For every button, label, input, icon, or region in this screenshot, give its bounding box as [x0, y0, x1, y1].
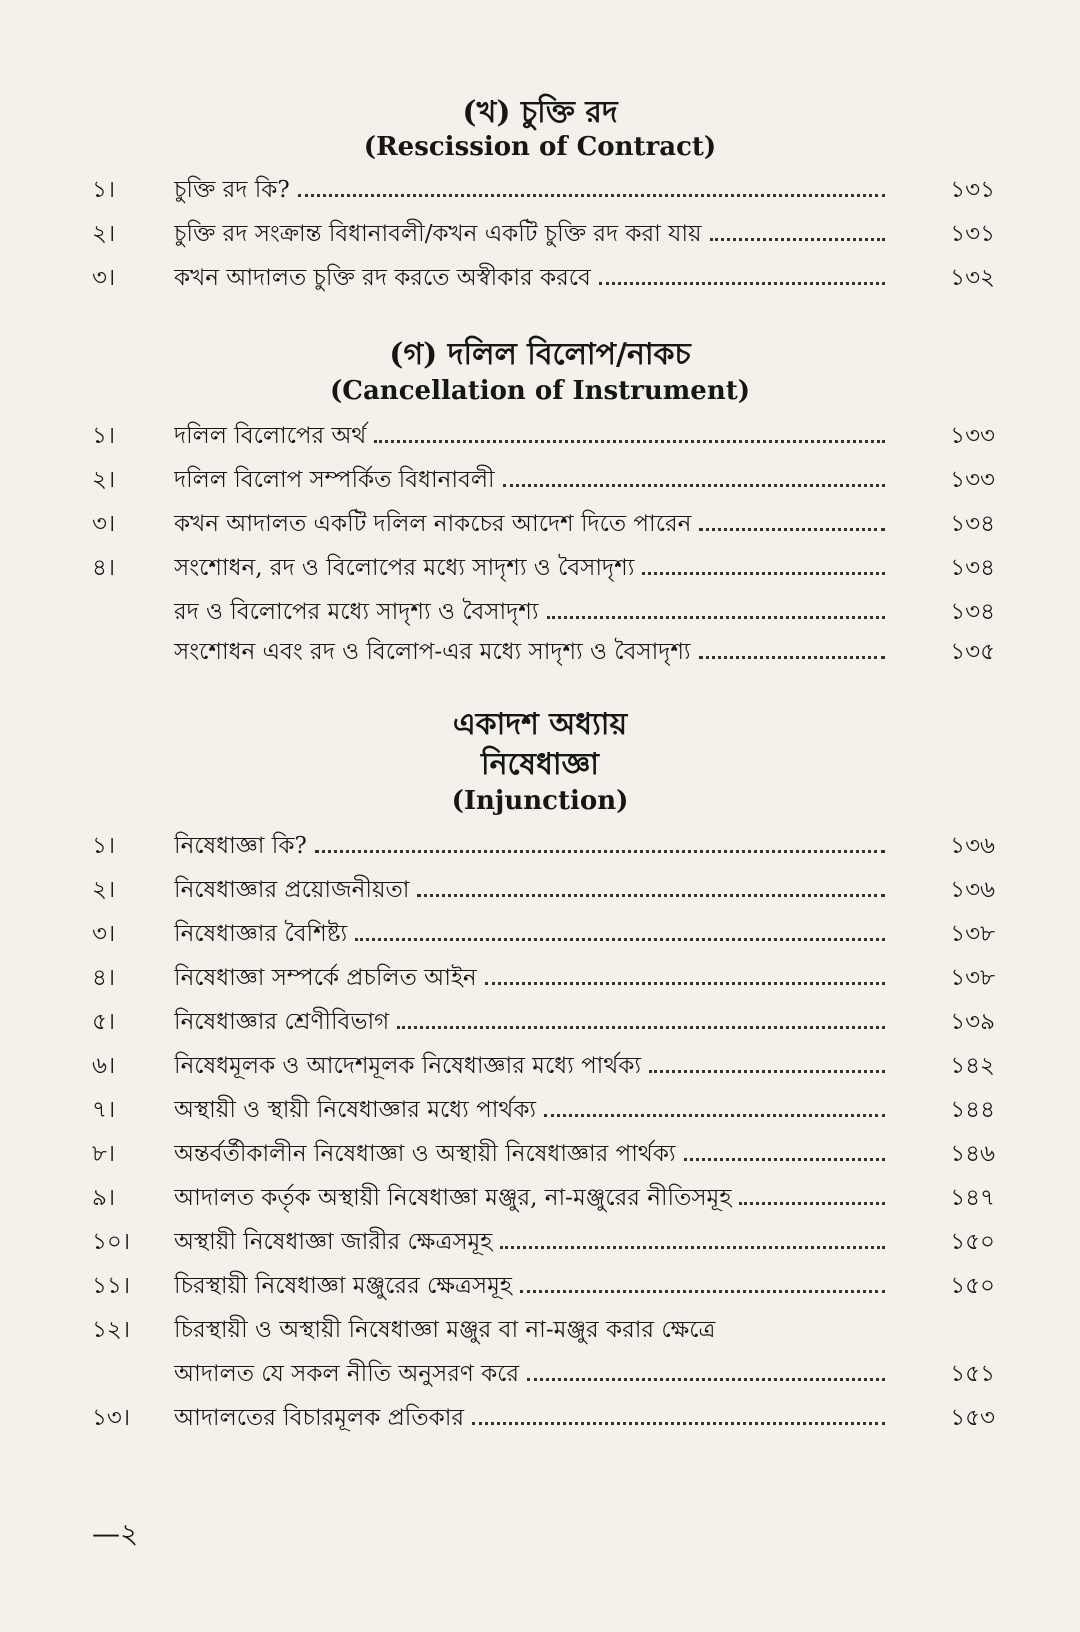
toc-entry — [0, 958, 1080, 998]
entry-page: ১৩৩ — [950, 467, 995, 493]
entry-title: দলিল বিলোপের অর্থ — [174, 423, 367, 449]
entry-title: অস্থায়ী নিষেধাজ্ঞা জারীর ক্ষেত্রসমূহ — [174, 1229, 493, 1255]
entry-number: ৬। — [92, 1053, 116, 1079]
entry-number: ৯। — [92, 1185, 116, 1211]
entry-number: ১১। — [92, 1273, 131, 1299]
entry-page: ১৩১ — [950, 221, 995, 247]
toc-entry — [0, 632, 1080, 672]
toc-entry — [0, 1046, 1080, 1086]
entry-page: ১৩৪ — [950, 599, 995, 625]
entry-page: ১৩৮ — [950, 965, 995, 991]
entry-number: ৪। — [92, 965, 116, 991]
toc-entry — [0, 1222, 1080, 1262]
entry-number: ৩। — [92, 921, 116, 947]
entry-page: ১৫০ — [950, 1229, 995, 1255]
entry-number: ৫। — [92, 1009, 116, 1035]
section-subtitle-cancellation: (Cancellation of Instrument) — [329, 376, 751, 406]
entry-title: সংশোধন এবং রদ ও বিলোপ-এর মধ্যে সাদৃশ্য ও বৈসাদৃশ্য — [174, 639, 691, 665]
entry-page: ১৪৭ — [950, 1185, 995, 1211]
entry-number: ১০। — [92, 1229, 131, 1255]
entry-number: ৪। — [92, 555, 116, 581]
entry-page: ১৩২ — [950, 265, 995, 291]
entry-number: ২। — [92, 877, 116, 903]
toc-entry — [0, 870, 1080, 910]
entry-page: ১৫০ — [950, 1273, 995, 1299]
entry-title-continuation: আদালত যে সকল নীতি অনুসরণ করে — [174, 1361, 520, 1387]
toc-entry — [0, 170, 1080, 210]
entry-page: ১৩১ — [950, 177, 995, 203]
entry-title: আদালত কর্তৃক অস্থায়ী নিষেধাজ্ঞা মঞ্জুর, না-মঞ্জুরের নীতিসমূহ — [174, 1185, 732, 1211]
entry-number: ৮। — [92, 1141, 116, 1167]
entry-title: নিষেধাজ্ঞা সম্পর্কে প্রচলিত আইন — [174, 965, 477, 991]
entry-title: কখন আদালত একটি দলিল নাকচের আদেশ দিতে পারেন — [174, 511, 692, 537]
entry-title: চিরস্থায়ী ও অস্থায়ী নিষেধাজ্ঞা মঞ্জুর বা না-মঞ্জুর করার ক্ষেত্রে — [174, 1317, 716, 1343]
entry-page: ১৫৩ — [950, 1405, 995, 1431]
entry-title: রদ ও বিলোপের মধ্যে সাদৃশ্য ও বৈসাদৃশ্য — [174, 599, 539, 625]
entry-number: ১। — [92, 423, 116, 449]
entry-page: ১৩৫ — [950, 639, 995, 665]
entry-title: চুক্তি রদ কি? — [174, 177, 290, 203]
entry-page: ১৩৩ — [950, 423, 995, 449]
entry-number: ৩। — [92, 265, 116, 291]
entry-title: চুক্তি রদ সংক্রান্ত বিধানাবলী/কখন একটি চুক্তি রদ করা যায় — [174, 221, 702, 247]
entry-title: নিষেধমূলক ও আদেশমূলক নিষেধাজ্ঞার মধ্যে পার্থক্য — [174, 1053, 642, 1079]
entry-title: অস্থায়ী ও স্থায়ী নিষেধাজ্ঞার মধ্যে পার্থক্য — [174, 1097, 537, 1123]
entry-page: ১৪৪ — [950, 1097, 995, 1123]
entry-page: ১৩৬ — [950, 833, 995, 859]
entry-page: ১৩৬ — [950, 877, 995, 903]
entry-title: দলিল বিলোপ সম্পর্কিত বিধানাবলী — [174, 467, 495, 493]
entry-page: ১৩৮ — [950, 921, 995, 947]
entry-number: ২। — [92, 221, 116, 247]
toc-entry-continuation — [0, 1354, 1080, 1394]
section-title-injunction: নিষেধাজ্ঞা — [480, 747, 599, 782]
toc-entry — [0, 214, 1080, 254]
entry-page: ১৪২ — [950, 1053, 995, 1079]
entry-number: ১৩। — [92, 1405, 131, 1431]
toc-entry — [0, 1090, 1080, 1130]
toc-entry — [0, 548, 1080, 588]
entry-title: অন্তর্বর্তীকালীন নিষেধাজ্ঞা ও অস্থায়ী নিষেধাজ্ঞার পার্থক্য — [174, 1141, 676, 1167]
toc-entry — [0, 826, 1080, 866]
section-title-cancellation: (গ) দলিল বিলোপ/নাকচ — [389, 337, 691, 372]
toc-entry — [0, 1178, 1080, 1218]
toc-entry — [0, 1134, 1080, 1174]
toc-entry — [0, 592, 1080, 632]
entry-title: নিষেধাজ্ঞার প্রয়োজনীয়তা — [174, 877, 410, 903]
section-subtitle-rescission: (Rescission of Contract) — [363, 132, 717, 162]
toc-entry — [0, 1310, 1080, 1350]
entry-title: নিষেধাজ্ঞার শ্রেণীবিভাগ — [174, 1009, 390, 1035]
section-subtitle-injunction: (Injunction) — [451, 786, 629, 816]
toc-entry — [0, 504, 1080, 544]
entry-number: ১২। — [92, 1317, 131, 1343]
toc-entry — [0, 1002, 1080, 1042]
section-title-rescission: (খ) চুক্তি রদ — [462, 95, 618, 130]
entry-page: ১৩৪ — [950, 511, 995, 537]
toc-entry — [0, 460, 1080, 500]
toc-entry — [0, 258, 1080, 298]
entry-title: নিষেধাজ্ঞার বৈশিষ্ট্য — [174, 921, 348, 947]
entry-title: আদালতের বিচারমূলক প্রতিকার — [174, 1405, 465, 1431]
entry-number: ৭। — [92, 1097, 116, 1123]
entry-number: ১। — [92, 833, 116, 859]
toc-entry — [0, 914, 1080, 954]
entry-number: ১। — [92, 177, 116, 203]
chapter-heading: একাদশ অধ্যায় — [452, 707, 628, 742]
toc-entry — [0, 1266, 1080, 1306]
entry-page: ১৪৬ — [950, 1141, 995, 1167]
entry-title: নিষেধাজ্ঞা কি? — [174, 833, 307, 859]
entry-title: কখন আদালত চুক্তি রদ করতে অস্বীকার করবে — [174, 265, 591, 291]
page-footer-mark: —২ — [92, 1517, 139, 1550]
entry-title: চিরস্থায়ী নিষেধাজ্ঞা মঞ্জুরের ক্ষেত্রসমূহ — [174, 1273, 512, 1299]
toc-entry — [0, 1398, 1080, 1438]
entry-title: সংশোধন, রদ ও বিলোপের মধ্যে সাদৃশ্য ও বৈসাদৃশ্য — [174, 555, 635, 581]
entry-page: ১৫১ — [950, 1361, 995, 1387]
entry-page: ১৩৯ — [950, 1009, 995, 1035]
entry-number: ৩। — [92, 511, 116, 537]
entry-page: ১৩৪ — [950, 555, 995, 581]
entry-number: ২। — [92, 467, 116, 493]
toc-entry — [0, 416, 1080, 456]
